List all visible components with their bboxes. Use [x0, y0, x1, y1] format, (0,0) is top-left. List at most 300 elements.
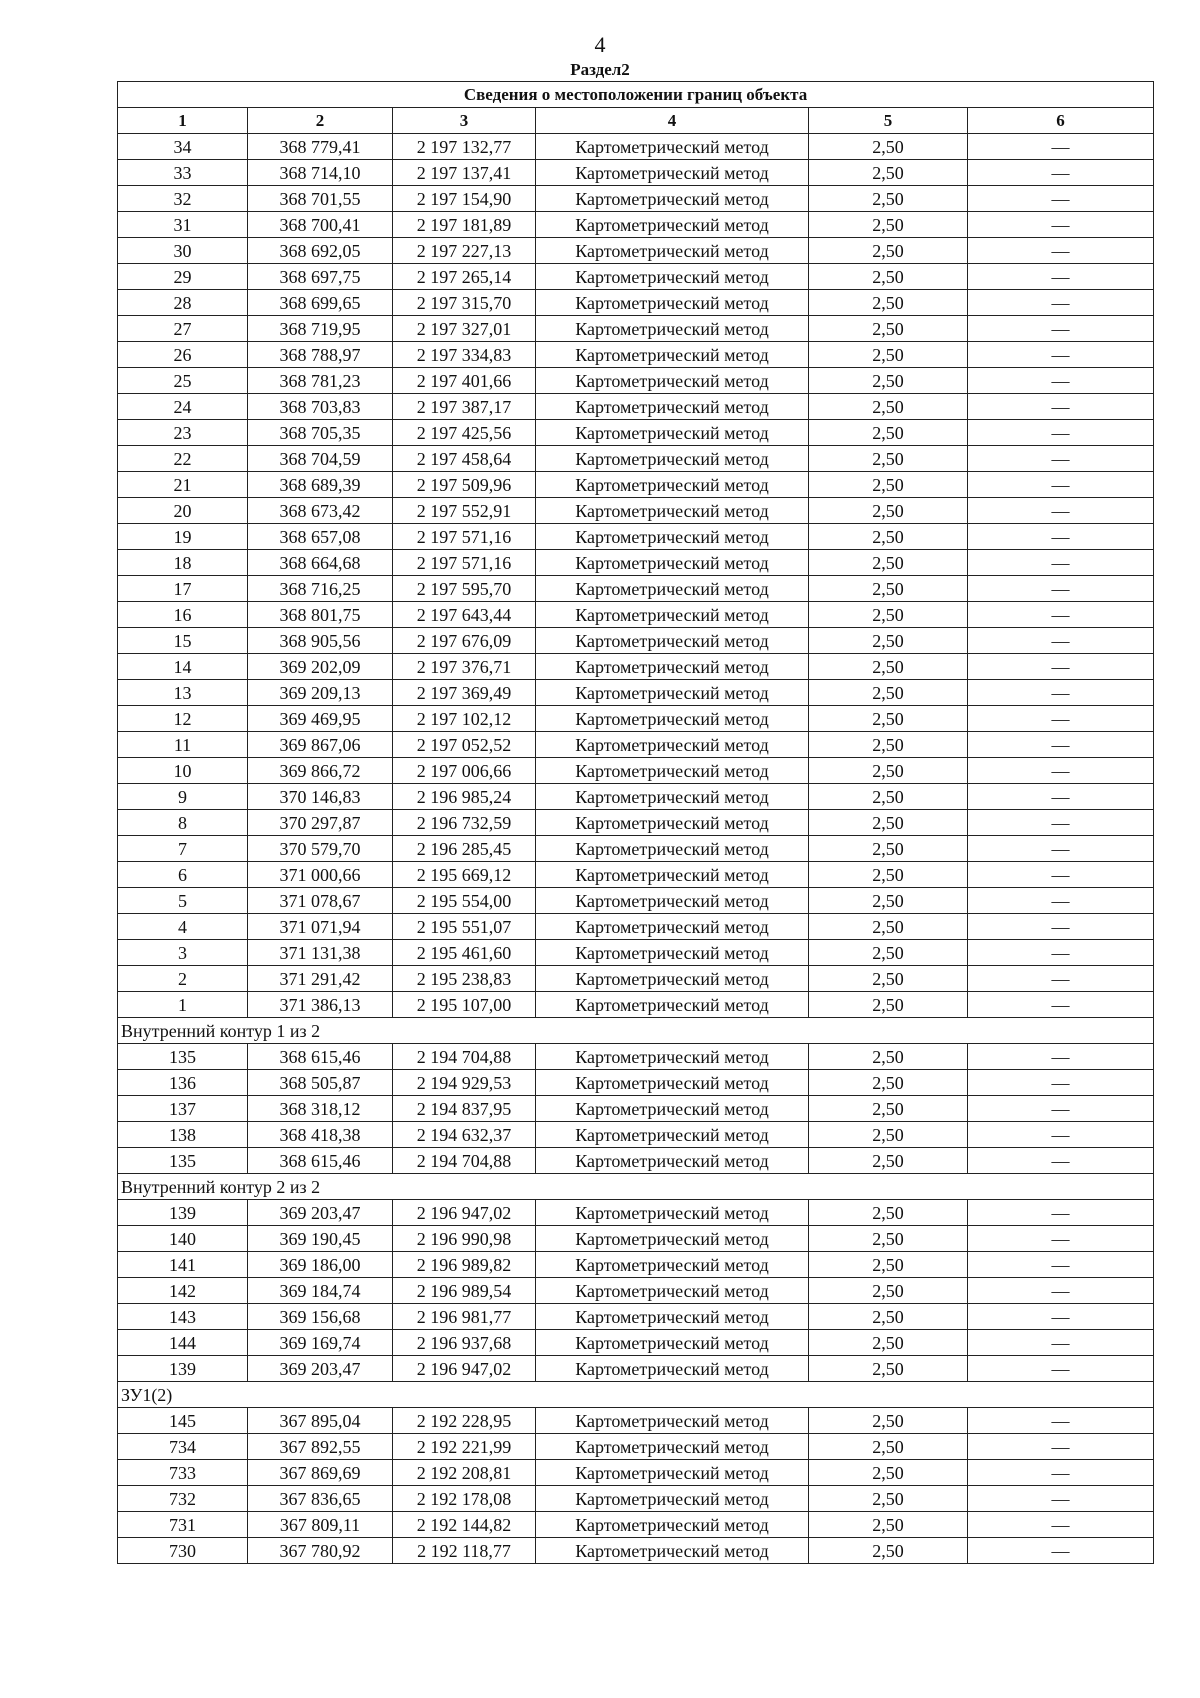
y-coordinate-cell: 2 197 227,13 [393, 238, 536, 264]
accuracy-cell: 2,50 [809, 290, 968, 316]
accuracy-cell: 2,50 [809, 1278, 968, 1304]
method-cell: Картометрический метод [536, 160, 809, 186]
x-coordinate-cell: 368 705,35 [248, 420, 393, 446]
contour-group-row [118, 1382, 1154, 1408]
y-coordinate-cell: 2 196 981,77 [393, 1304, 536, 1330]
accuracy-cell: 2,50 [809, 1096, 968, 1122]
x-coordinate-cell: 369 186,00 [248, 1252, 393, 1278]
point-number-cell: 13 [118, 680, 248, 706]
y-coordinate-cell: 2 194 704,88 [393, 1044, 536, 1070]
table-row [118, 732, 1154, 758]
description-cell: — [968, 134, 1154, 160]
table-row [118, 966, 1154, 992]
table-row [118, 1122, 1154, 1148]
column-header: 3 [393, 108, 536, 134]
table-row [118, 1148, 1154, 1174]
method-cell: Картометрический метод [536, 1044, 809, 1070]
point-number-cell: 143 [118, 1304, 248, 1330]
method-cell: Картометрический метод [536, 810, 809, 836]
x-coordinate-cell: 368 615,46 [248, 1148, 393, 1174]
point-number-cell: 18 [118, 550, 248, 576]
accuracy-cell: 2,50 [809, 966, 968, 992]
method-cell: Картометрический метод [536, 628, 809, 654]
description-cell: — [968, 1538, 1154, 1564]
column-header: 6 [968, 108, 1154, 134]
point-number-cell: 19 [118, 524, 248, 550]
point-number-cell: 29 [118, 264, 248, 290]
accuracy-cell: 2,50 [809, 1122, 968, 1148]
description-cell: — [968, 446, 1154, 472]
description-cell: — [968, 1044, 1154, 1070]
accuracy-cell: 2,50 [809, 1460, 968, 1486]
accuracy-cell: 2,50 [809, 420, 968, 446]
accuracy-cell: 2,50 [809, 212, 968, 238]
point-number-cell: 27 [118, 316, 248, 342]
accuracy-cell: 2,50 [809, 160, 968, 186]
description-cell: — [968, 238, 1154, 264]
x-coordinate-cell: 371 386,13 [248, 992, 393, 1018]
point-number-cell: 20 [118, 498, 248, 524]
table-row [118, 862, 1154, 888]
x-coordinate-cell: 367 892,55 [248, 1434, 393, 1460]
accuracy-cell: 2,50 [809, 524, 968, 550]
point-number-cell: 30 [118, 238, 248, 264]
x-coordinate-cell: 371 291,42 [248, 966, 393, 992]
method-cell: Картометрический метод [536, 472, 809, 498]
table-row [118, 316, 1154, 342]
method-cell: Картометрический метод [536, 1070, 809, 1096]
y-coordinate-cell: 2 197 132,77 [393, 134, 536, 160]
contour-group-label: Внутренний контур 2 из 2 [118, 1174, 1154, 1200]
y-coordinate-cell: 2 192 178,08 [393, 1486, 536, 1512]
table-row [118, 1304, 1154, 1330]
table-row [118, 1330, 1154, 1356]
description-cell: — [968, 914, 1154, 940]
description-cell: — [968, 524, 1154, 550]
y-coordinate-cell: 2 197 154,90 [393, 186, 536, 212]
table-row [118, 1356, 1154, 1382]
x-coordinate-cell: 370 297,87 [248, 810, 393, 836]
point-number-cell: 8 [118, 810, 248, 836]
y-coordinate-cell: 2 197 137,41 [393, 160, 536, 186]
accuracy-cell: 2,50 [809, 992, 968, 1018]
table-row [118, 888, 1154, 914]
x-coordinate-cell: 368 505,87 [248, 1070, 393, 1096]
contour-group-row [118, 1018, 1154, 1044]
description-cell: — [968, 160, 1154, 186]
description-cell: — [968, 1486, 1154, 1512]
boundary-coordinates-table [117, 81, 1154, 1564]
point-number-cell: 28 [118, 290, 248, 316]
description-cell: — [968, 1122, 1154, 1148]
section-title: Раздел2 [570, 60, 630, 79]
table-row [118, 420, 1154, 446]
contour-group-row [118, 1174, 1154, 1200]
accuracy-cell: 2,50 [809, 940, 968, 966]
method-cell: Картометрический метод [536, 1538, 809, 1564]
y-coordinate-cell: 2 192 208,81 [393, 1460, 536, 1486]
point-number-cell: 22 [118, 446, 248, 472]
table-row [118, 394, 1154, 420]
description-cell: — [968, 1356, 1154, 1382]
accuracy-cell: 2,50 [809, 1330, 968, 1356]
accuracy-cell: 2,50 [809, 1356, 968, 1382]
table-row [118, 134, 1154, 160]
accuracy-cell: 2,50 [809, 1408, 968, 1434]
method-cell: Картометрический метод [536, 368, 809, 394]
y-coordinate-cell: 2 192 228,95 [393, 1408, 536, 1434]
method-cell: Картометрический метод [536, 862, 809, 888]
table-row [118, 1070, 1154, 1096]
y-coordinate-cell: 2 196 990,98 [393, 1226, 536, 1252]
x-coordinate-cell: 368 703,83 [248, 394, 393, 420]
table-row [118, 706, 1154, 732]
method-cell: Картометрический метод [536, 342, 809, 368]
x-coordinate-cell: 371 131,38 [248, 940, 393, 966]
accuracy-cell: 2,50 [809, 628, 968, 654]
y-coordinate-cell: 2 194 929,53 [393, 1070, 536, 1096]
point-number-cell: 32 [118, 186, 248, 212]
method-cell: Картометрический метод [536, 238, 809, 264]
method-cell: Картометрический метод [536, 264, 809, 290]
table-caption-row [118, 82, 1154, 108]
x-coordinate-cell: 368 704,59 [248, 446, 393, 472]
x-coordinate-cell: 369 203,47 [248, 1356, 393, 1382]
x-coordinate-cell: 368 692,05 [248, 238, 393, 264]
accuracy-cell: 2,50 [809, 472, 968, 498]
accuracy-cell: 2,50 [809, 784, 968, 810]
point-number-cell: 135 [118, 1148, 248, 1174]
description-cell: — [968, 1278, 1154, 1304]
method-cell: Картометрический метод [536, 732, 809, 758]
y-coordinate-cell: 2 197 676,09 [393, 628, 536, 654]
description-cell: — [968, 368, 1154, 394]
method-cell: Картометрический метод [536, 1434, 809, 1460]
description-cell: — [968, 628, 1154, 654]
description-cell: — [968, 1434, 1154, 1460]
accuracy-cell: 2,50 [809, 914, 968, 940]
table-row [118, 368, 1154, 394]
method-cell: Картометрический метод [536, 1226, 809, 1252]
y-coordinate-cell: 2 192 221,99 [393, 1434, 536, 1460]
method-cell: Картометрический метод [536, 186, 809, 212]
point-number-cell: 5 [118, 888, 248, 914]
point-number-cell: 16 [118, 602, 248, 628]
method-cell: Картометрический метод [536, 914, 809, 940]
point-number-cell: 730 [118, 1538, 248, 1564]
accuracy-cell: 2,50 [809, 1512, 968, 1538]
description-cell: — [968, 810, 1154, 836]
point-number-cell: 7 [118, 836, 248, 862]
table-row [118, 212, 1154, 238]
point-number-cell: 141 [118, 1252, 248, 1278]
table-row [118, 628, 1154, 654]
table-row [118, 1226, 1154, 1252]
point-number-cell: 137 [118, 1096, 248, 1122]
table-row [118, 992, 1154, 1018]
description-cell: — [968, 706, 1154, 732]
page-number: 4 [594, 32, 606, 57]
method-cell: Картометрический метод [536, 602, 809, 628]
method-cell: Картометрический метод [536, 420, 809, 446]
table-row [118, 810, 1154, 836]
point-number-cell: 733 [118, 1460, 248, 1486]
table-row [118, 1486, 1154, 1512]
accuracy-cell: 2,50 [809, 680, 968, 706]
point-number-cell: 3 [118, 940, 248, 966]
x-coordinate-cell: 369 469,95 [248, 706, 393, 732]
point-number-cell: 144 [118, 1330, 248, 1356]
description-cell: — [968, 1304, 1154, 1330]
point-number-cell: 15 [118, 628, 248, 654]
x-coordinate-cell: 368 664,68 [248, 550, 393, 576]
point-number-cell: 732 [118, 1486, 248, 1512]
table-row [118, 1460, 1154, 1486]
description-cell: — [968, 888, 1154, 914]
x-coordinate-cell: 368 801,75 [248, 602, 393, 628]
x-coordinate-cell: 371 000,66 [248, 862, 393, 888]
description-cell: — [968, 1252, 1154, 1278]
y-coordinate-cell: 2 197 571,16 [393, 524, 536, 550]
x-coordinate-cell: 368 716,25 [248, 576, 393, 602]
point-number-cell: 34 [118, 134, 248, 160]
table-row [118, 524, 1154, 550]
y-coordinate-cell: 2 197 334,83 [393, 342, 536, 368]
method-cell: Картометрический метод [536, 1096, 809, 1122]
table-row [118, 446, 1154, 472]
y-coordinate-cell: 2 196 732,59 [393, 810, 536, 836]
method-cell: Картометрический метод [536, 134, 809, 160]
description-cell: — [968, 1148, 1154, 1174]
x-coordinate-cell: 368 779,41 [248, 134, 393, 160]
y-coordinate-cell: 2 195 238,83 [393, 966, 536, 992]
method-cell: Картометрический метод [536, 784, 809, 810]
y-coordinate-cell: 2 196 947,02 [393, 1200, 536, 1226]
y-coordinate-cell: 2 196 285,45 [393, 836, 536, 862]
point-number-cell: 734 [118, 1434, 248, 1460]
description-cell: — [968, 472, 1154, 498]
y-coordinate-cell: 2 196 989,82 [393, 1252, 536, 1278]
point-number-cell: 10 [118, 758, 248, 784]
y-coordinate-cell: 2 197 265,14 [393, 264, 536, 290]
x-coordinate-cell: 368 781,23 [248, 368, 393, 394]
point-number-cell: 31 [118, 212, 248, 238]
x-coordinate-cell: 367 780,92 [248, 1538, 393, 1564]
x-coordinate-cell: 369 209,13 [248, 680, 393, 706]
column-header: 4 [536, 108, 809, 134]
description-cell: — [968, 732, 1154, 758]
x-coordinate-cell: 368 318,12 [248, 1096, 393, 1122]
x-coordinate-cell: 368 697,75 [248, 264, 393, 290]
x-coordinate-cell: 368 673,42 [248, 498, 393, 524]
description-cell: — [968, 602, 1154, 628]
table-row [118, 1044, 1154, 1070]
table-row [118, 186, 1154, 212]
x-coordinate-cell: 368 719,95 [248, 316, 393, 342]
x-coordinate-cell: 367 869,69 [248, 1460, 393, 1486]
table-row [118, 238, 1154, 264]
point-number-cell: 14 [118, 654, 248, 680]
x-coordinate-cell: 369 156,68 [248, 1304, 393, 1330]
description-cell: — [968, 992, 1154, 1018]
x-coordinate-cell: 368 700,41 [248, 212, 393, 238]
description-cell: — [968, 862, 1154, 888]
y-coordinate-cell: 2 195 461,60 [393, 940, 536, 966]
y-coordinate-cell: 2 196 947,02 [393, 1356, 536, 1382]
x-coordinate-cell: 368 714,10 [248, 160, 393, 186]
contour-group-label: ЗУ1(2) [118, 1382, 1154, 1408]
y-coordinate-cell: 2 197 006,66 [393, 758, 536, 784]
point-number-cell: 17 [118, 576, 248, 602]
description-cell: — [968, 498, 1154, 524]
x-coordinate-cell: 370 146,83 [248, 784, 393, 810]
y-coordinate-cell: 2 195 669,12 [393, 862, 536, 888]
table-row [118, 836, 1154, 862]
method-cell: Картометрический метод [536, 394, 809, 420]
accuracy-cell: 2,50 [809, 758, 968, 784]
point-number-cell: 1 [118, 992, 248, 1018]
method-cell: Картометрический метод [536, 1304, 809, 1330]
table-row [118, 914, 1154, 940]
y-coordinate-cell: 2 195 551,07 [393, 914, 536, 940]
method-cell: Картометрический метод [536, 758, 809, 784]
table-row [118, 342, 1154, 368]
table-row [118, 1408, 1154, 1434]
method-cell: Картометрический метод [536, 992, 809, 1018]
table-row [118, 550, 1154, 576]
accuracy-cell: 2,50 [809, 810, 968, 836]
point-number-cell: 138 [118, 1122, 248, 1148]
accuracy-cell: 2,50 [809, 1044, 968, 1070]
y-coordinate-cell: 2 195 107,00 [393, 992, 536, 1018]
y-coordinate-cell: 2 197 181,89 [393, 212, 536, 238]
accuracy-cell: 2,50 [809, 1200, 968, 1226]
table-row [118, 602, 1154, 628]
point-number-cell: 139 [118, 1356, 248, 1382]
x-coordinate-cell: 368 788,97 [248, 342, 393, 368]
accuracy-cell: 2,50 [809, 732, 968, 758]
table-row [118, 940, 1154, 966]
table-row [118, 758, 1154, 784]
point-number-cell: 135 [118, 1044, 248, 1070]
method-cell: Картометрический метод [536, 1122, 809, 1148]
accuracy-cell: 2,50 [809, 836, 968, 862]
point-number-cell: 26 [118, 342, 248, 368]
description-cell: — [968, 1200, 1154, 1226]
method-cell: Картометрический метод [536, 498, 809, 524]
description-cell: — [968, 1070, 1154, 1096]
accuracy-cell: 2,50 [809, 1226, 968, 1252]
description-cell: — [968, 316, 1154, 342]
accuracy-cell: 2,50 [809, 550, 968, 576]
method-cell: Картометрический метод [536, 1278, 809, 1304]
point-number-cell: 12 [118, 706, 248, 732]
point-number-cell: 6 [118, 862, 248, 888]
description-cell: — [968, 576, 1154, 602]
table-row [118, 1252, 1154, 1278]
x-coordinate-cell: 367 836,65 [248, 1486, 393, 1512]
x-coordinate-cell: 369 202,09 [248, 654, 393, 680]
method-cell: Картометрический метод [536, 316, 809, 342]
x-coordinate-cell: 368 699,65 [248, 290, 393, 316]
accuracy-cell: 2,50 [809, 316, 968, 342]
table-row [118, 1096, 1154, 1122]
accuracy-cell: 2,50 [809, 888, 968, 914]
method-cell: Картометрический метод [536, 446, 809, 472]
x-coordinate-cell: 367 895,04 [248, 1408, 393, 1434]
y-coordinate-cell: 2 197 643,44 [393, 602, 536, 628]
description-cell: — [968, 940, 1154, 966]
x-coordinate-cell: 368 615,46 [248, 1044, 393, 1070]
method-cell: Картометрический метод [536, 524, 809, 550]
accuracy-cell: 2,50 [809, 1304, 968, 1330]
table-row [118, 1538, 1154, 1564]
description-cell: — [968, 264, 1154, 290]
y-coordinate-cell: 2 197 425,56 [393, 420, 536, 446]
contour-group-label: Внутренний контур 1 из 2 [118, 1018, 1154, 1044]
accuracy-cell: 2,50 [809, 186, 968, 212]
description-cell: — [968, 420, 1154, 446]
column-header: 2 [248, 108, 393, 134]
y-coordinate-cell: 2 197 595,70 [393, 576, 536, 602]
description-cell: — [968, 654, 1154, 680]
description-cell: — [968, 1408, 1154, 1434]
table-row [118, 1512, 1154, 1538]
accuracy-cell: 2,50 [809, 134, 968, 160]
point-number-cell: 145 [118, 1408, 248, 1434]
method-cell: Картометрический метод [536, 836, 809, 862]
table-body [118, 134, 1154, 1564]
y-coordinate-cell: 2 197 571,16 [393, 550, 536, 576]
method-cell: Картометрический метод [536, 966, 809, 992]
description-cell: — [968, 290, 1154, 316]
accuracy-cell: 2,50 [809, 576, 968, 602]
point-number-cell: 142 [118, 1278, 248, 1304]
y-coordinate-cell: 2 196 985,24 [393, 784, 536, 810]
point-number-cell: 33 [118, 160, 248, 186]
y-coordinate-cell: 2 197 369,49 [393, 680, 536, 706]
accuracy-cell: 2,50 [809, 706, 968, 732]
method-cell: Картометрический метод [536, 1252, 809, 1278]
y-coordinate-cell: 2 197 458,64 [393, 446, 536, 472]
y-coordinate-cell: 2 197 387,17 [393, 394, 536, 420]
method-cell: Картометрический метод [536, 1512, 809, 1538]
table-row [118, 160, 1154, 186]
table-row [118, 1434, 1154, 1460]
table-row [118, 654, 1154, 680]
method-cell: Картометрический метод [536, 212, 809, 238]
y-coordinate-cell: 2 192 144,82 [393, 1512, 536, 1538]
method-cell: Картометрический метод [536, 290, 809, 316]
point-number-cell: 731 [118, 1512, 248, 1538]
method-cell: Картометрический метод [536, 654, 809, 680]
table-row [118, 1278, 1154, 1304]
y-coordinate-cell: 2 194 837,95 [393, 1096, 536, 1122]
x-coordinate-cell: 369 867,06 [248, 732, 393, 758]
x-coordinate-cell: 369 190,45 [248, 1226, 393, 1252]
method-cell: Картометрический метод [536, 1330, 809, 1356]
method-cell: Картометрический метод [536, 550, 809, 576]
description-cell: — [968, 758, 1154, 784]
point-number-cell: 11 [118, 732, 248, 758]
x-coordinate-cell: 371 071,94 [248, 914, 393, 940]
point-number-cell: 21 [118, 472, 248, 498]
table-row [118, 264, 1154, 290]
accuracy-cell: 2,50 [809, 238, 968, 264]
point-number-cell: 24 [118, 394, 248, 420]
accuracy-cell: 2,50 [809, 498, 968, 524]
x-coordinate-cell: 369 866,72 [248, 758, 393, 784]
